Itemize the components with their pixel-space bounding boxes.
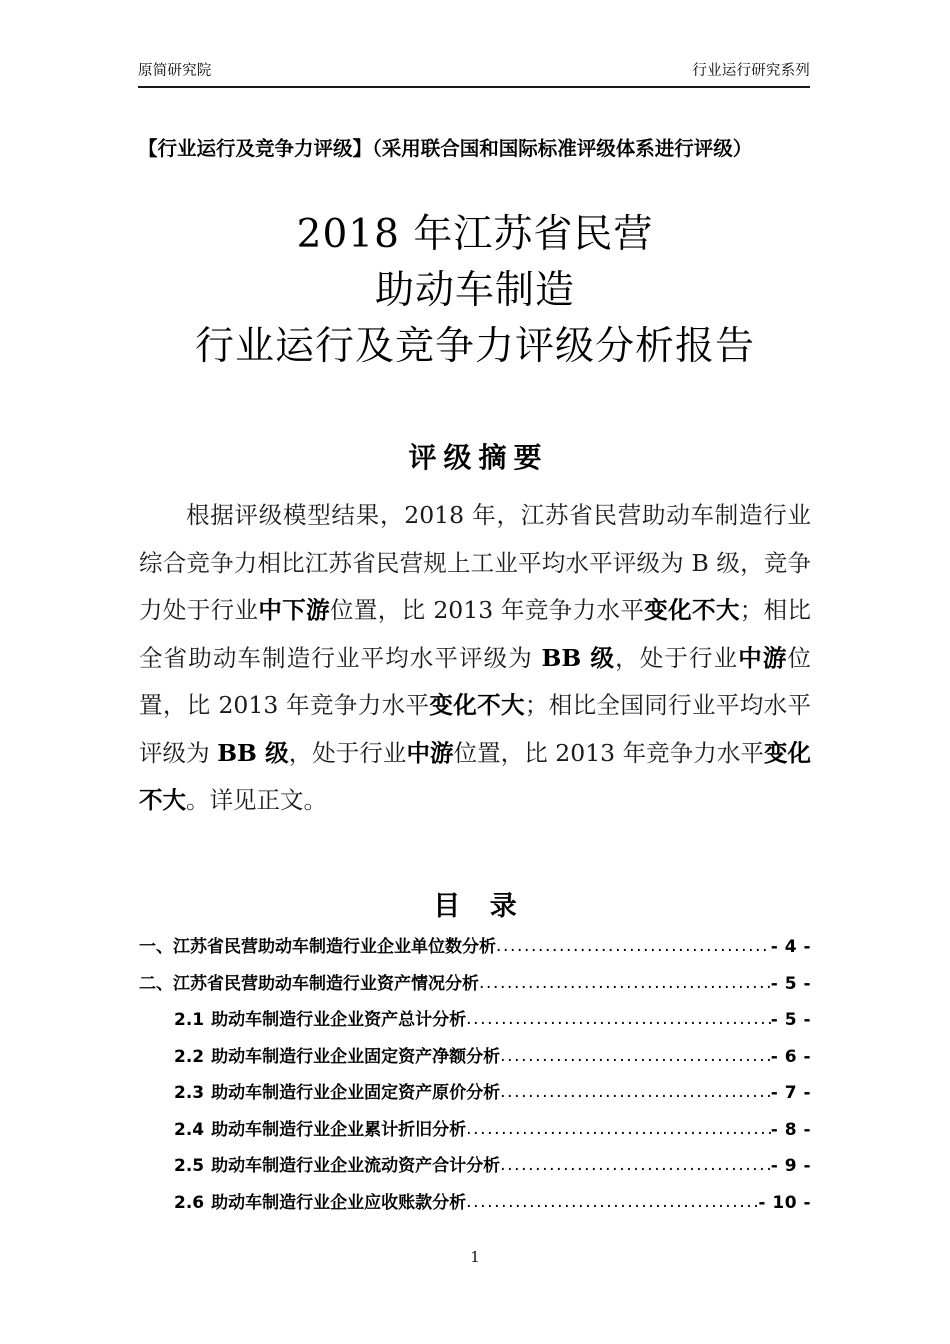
header-right-text: 行业运行研究系列 [692, 63, 810, 79]
toc-dot-leader [466, 1192, 758, 1212]
summary-text: ；相比全国同行业平均水平评级为 [139, 691, 811, 767]
toc-entry-page-number: - 6 - [770, 1046, 811, 1067]
toc-entry-number: 2.2 [174, 1046, 205, 1067]
header-left-text: 原简研究院 [138, 63, 212, 79]
header-divider [138, 86, 810, 88]
toc-entry-label: 一、江苏省民营助动车制造行业企业单位数分析 [139, 937, 496, 957]
running-header [138, 62, 810, 80]
toc-entry-number: 2.5 [174, 1156, 205, 1176]
summary-text: 位置，比 2013 年竞争力水平 [453, 738, 764, 767]
toc-entry-label: 助动车制造行业企业固定资产净额分析 [211, 1046, 501, 1067]
summary-emphasis: 中下游 [258, 596, 330, 624]
toc-entry[interactable] [139, 1188, 811, 1225]
rating-summary-heading: 评级摘要 [408, 441, 549, 474]
summary-text: ，处于行业 [615, 643, 739, 672]
toc-dot-leader [466, 1119, 771, 1139]
toc-entry[interactable] [139, 1005, 811, 1042]
toc-entry-page-number: - 8 - [770, 1119, 811, 1140]
toc-entry-page-number: - 7 - [770, 1083, 811, 1103]
report-title [0, 207, 950, 375]
rating-summary-paragraph [139, 492, 811, 825]
summary-text: ；相比全省助动车制造行业平均水平评级为 [139, 596, 811, 672]
toc-entry-label: 助动车制造行业企业固定资产原价分析 [211, 1083, 501, 1103]
toc-entry[interactable] [139, 932, 811, 969]
summary-text: 位置，比 2013 年竞争力水平 [139, 643, 812, 719]
toc-entry-label: 助动车制造行业企业累计折旧分析 [211, 1119, 467, 1140]
toc-entry-number: 2.3 [174, 1083, 205, 1103]
toc-entry-page-number: - 10 - [758, 1192, 811, 1213]
summary-emphasis: 中游 [738, 643, 788, 672]
toc-entry[interactable] [139, 1151, 811, 1188]
page-number-footer: 1 [470, 1248, 480, 1266]
toc-entry[interactable] [139, 1078, 811, 1115]
toc-dot-leader [500, 1082, 771, 1102]
toc-dot-leader [479, 973, 771, 993]
toc-entry-page-number: - 5 - [770, 1010, 811, 1030]
summary-text: ，处于行业 [288, 738, 407, 767]
summary-emphasis: 变化不大 [139, 738, 812, 814]
summary-text: 。详见正文。 [186, 786, 327, 814]
toc-entry-label: 助动车制造行业企业应收账款分析 [211, 1192, 467, 1213]
title-line-3: 行业运行及竞争力评级分析报告 [194, 324, 755, 369]
toc-entry-page-number: - 5 - [770, 973, 811, 994]
toc-entry-page-number: - 9 - [770, 1156, 811, 1176]
summary-emphasis: BB 级 [541, 643, 616, 672]
summary-emphasis: 变化不大 [644, 596, 740, 624]
toc-entry-number: 2.4 [174, 1119, 205, 1140]
toc-dot-leader [466, 1009, 771, 1029]
summary-text: 位置，比 2013 年竞争力水平 [330, 596, 645, 624]
toc-entry[interactable] [139, 1042, 811, 1079]
toc-entry-number: 2.6 [174, 1192, 205, 1213]
toc-entry[interactable] [139, 1115, 811, 1152]
toc-dot-leader [496, 936, 771, 956]
toc-entry-label: 二、江苏省民营助动车制造行业资产情况分析 [139, 973, 479, 994]
toc-entry-label: 助动车制造行业企业资产总计分析 [211, 1010, 467, 1030]
toc-entry-number: 2.1 [174, 1010, 205, 1030]
table-of-contents-heading: 目 录 [433, 891, 527, 922]
toc-dot-leader [500, 1046, 771, 1066]
title-line-2: 助动车制造 [374, 268, 575, 313]
summary-emphasis: 变化不大 [429, 691, 525, 719]
table-of-contents [139, 932, 811, 1224]
summary-text: 根据评级模型结果，2018 年，江苏省民营助动车制造行业综合竞争力相比江苏省民营规上工业平均水平评级为 B 级，竞争力处于行业 [139, 501, 811, 624]
toc-entry-label: 助动车制造行业企业流动资产合计分析 [211, 1156, 501, 1176]
summary-emphasis: BB 级 [217, 738, 289, 767]
toc-entry[interactable] [139, 969, 811, 1006]
title-line-1: 2018 年江苏省民营 [296, 212, 654, 257]
summary-emphasis: 中游 [406, 738, 454, 767]
toc-entry-page-number: - 4 - [770, 937, 811, 957]
toc-dot-leader [500, 1155, 771, 1175]
report-category-subtitle: 【行业运行及竞争力评级】（采用联合国和国际标准评级体系进行评级） [138, 137, 753, 160]
